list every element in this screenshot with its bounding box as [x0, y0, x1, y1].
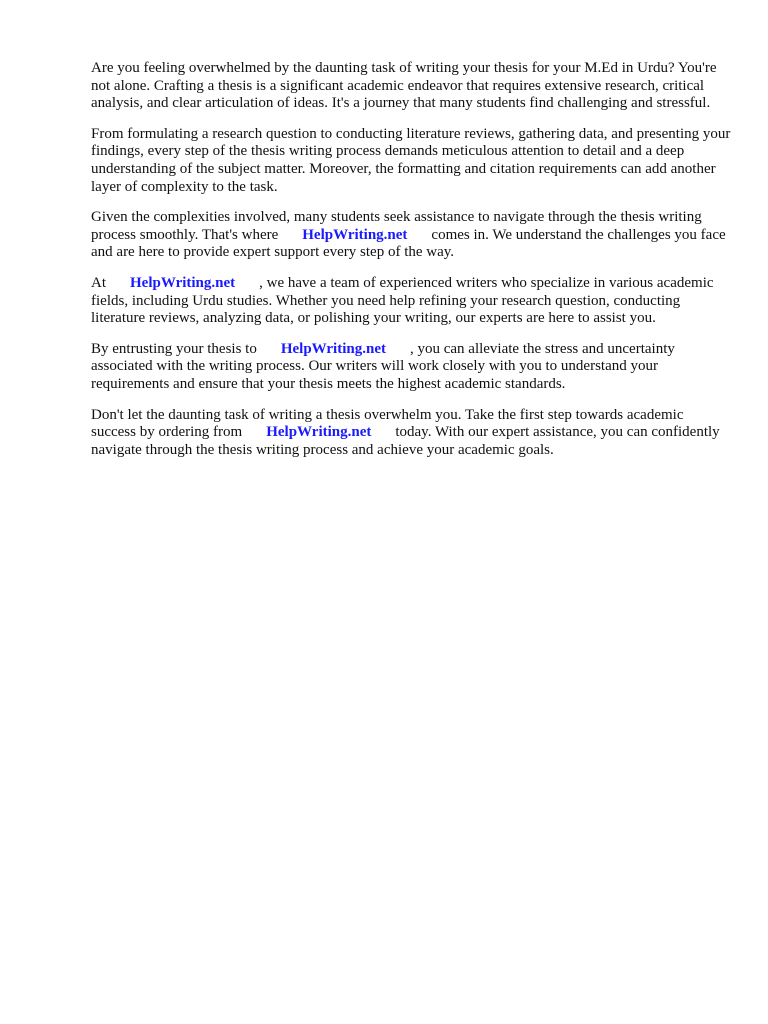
paragraph-process [91, 126, 731, 196]
paragraph-text: Given the complexities involved, many students seek assistance to navigate through the thesis writing process smoothly. That's where [91, 209, 702, 243]
paragraph-text: today. With our expert assistance, you can confidently navigate through the thesis writing process and achieve your academic goals. [91, 424, 720, 458]
helpwriting-link[interactable]: HelpWriting.net [302, 226, 408, 243]
paragraph-intro [91, 60, 731, 113]
paragraph-text: Are you feeling overwhelmed by the daunting task of writing your thesis for your M.Ed in Urdu? You're not alone. Crafting a thesis is a significant academic endeavor that requires extensive research, critical analysis, and clear articulation of ideas. It's a journey that many students find challenging and stressful. [91, 60, 717, 112]
paragraph-text: comes in. We understand the challenges you face and are here to provide expert support every step of the way. [91, 226, 726, 261]
paragraph-text: , we have a team of experienced writers who specialize in various academic fields, including Urdu studies. Whether you need help refining your research question, conducting literature reviews, analyzing data, or polishing your writing, our experts are here to assist you. [91, 274, 714, 327]
paragraph-team [91, 275, 731, 328]
paragraph-text: By entrusting your thesis to [91, 340, 257, 357]
document-page [91, 60, 731, 472]
helpwriting-link[interactable]: HelpWriting.net [130, 274, 236, 291]
paragraph-text: From formulating a research question to conducting literature reviews, gathering data, and presenting your findings, every step of the thesis writing process demands meticulous attention to detail and a deep understanding of the subject matter. Moreover, the formatting and citation requirements can add another layer of complexity to the task. [91, 125, 731, 195]
paragraph-assistance [91, 209, 731, 262]
paragraph-text: Don't let the daunting task of writing a thesis overwhelm you. Take the first step towards academic success by ordering from [91, 406, 684, 441]
paragraph-text: , you can alleviate the stress and uncertainty associated with the writing process. Our writers will work closely with you to understand your requirements and ensure that your thesis meets the highest academic standards. [91, 340, 675, 392]
paragraph-text: At [91, 274, 106, 291]
helpwriting-link[interactable]: HelpWriting.net [266, 424, 372, 441]
paragraph-cta [91, 407, 731, 460]
paragraph-entrust [91, 341, 731, 394]
helpwriting-link[interactable]: HelpWriting.net [280, 340, 386, 357]
